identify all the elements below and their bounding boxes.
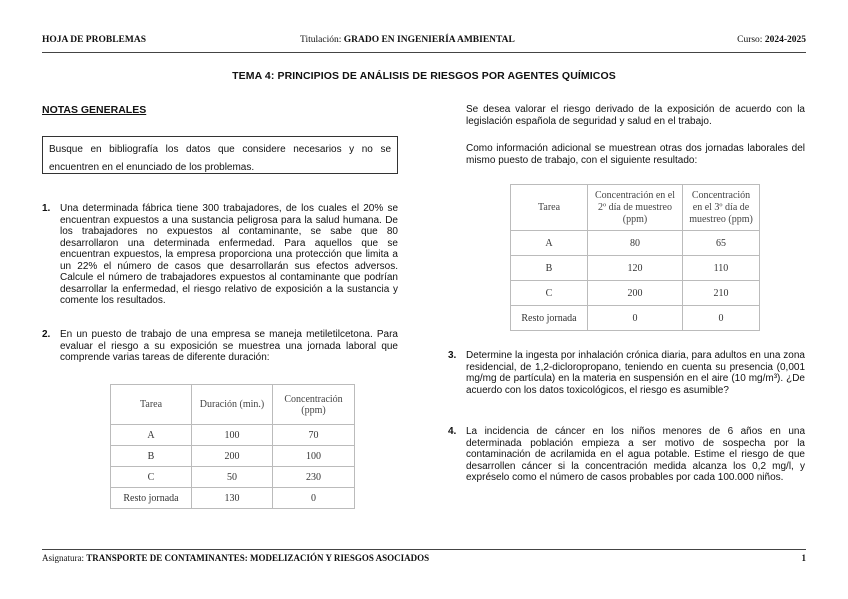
table-cell: 50 (192, 467, 273, 488)
table-header-row (111, 385, 355, 425)
table-cell: 200 (192, 446, 273, 467)
notes-title: NOTAS GENERALES (42, 104, 147, 116)
problem-number: 1. (42, 203, 51, 214)
header-divider (42, 52, 806, 53)
table-task-duration (110, 384, 355, 509)
table-row (111, 425, 355, 446)
table-header-cell: Tarea (511, 185, 588, 231)
problem-number: 3. (448, 350, 457, 361)
additional-info-paragraph: Como información adicional se muestrean otras dos jornadas laborales del mismo puesto de trabajo, con el siguiente resultado: (466, 143, 805, 166)
table-cell: 210 (683, 281, 760, 306)
table-row (511, 306, 760, 331)
table-cell: 100 (273, 446, 355, 467)
table-cell: 130 (192, 488, 273, 509)
table-header-cell: Duración (min.) (192, 385, 273, 425)
problem-3 (448, 350, 805, 396)
problem-text: En un puesto de trabajo de una empresa se maneja metiletilcetona. Para evaluar el riesgo a su exposición se muestrea una jornada laboral que comprende varias tareas de diferente duración: (60, 329, 398, 363)
table-cell: 120 (588, 256, 683, 281)
header-center-value: GRADO EN INGENIERÍA AMBIENTAL (343, 35, 515, 45)
problem-4 (448, 426, 805, 484)
footer-course-name: TRANSPORTE DE CONTAMINANTES: MODELIZACIÓN Y RIESGOS ASOCIADOS (86, 553, 430, 563)
topic-title: TEMA 4: PRINCIPIOS DE ANÁLISIS DE RIESGOS POR AGENTES QUÍMICOS (232, 70, 616, 82)
table-additional-sampling (510, 184, 760, 331)
problem-number: 4. (448, 426, 457, 437)
table-cell: 100 (192, 425, 273, 446)
footer-course (42, 553, 429, 563)
table-cell: B (111, 446, 192, 467)
header-center-label: Titulación: (300, 35, 342, 45)
table-header-cell: Concentración (ppm) (273, 385, 355, 425)
table-header-cell: Concentración en el 2º día de muestreo (ppm) (588, 185, 683, 231)
table-cell: C (511, 281, 588, 306)
table-row (111, 446, 355, 467)
table-cell: A (111, 425, 192, 446)
table-row (111, 488, 355, 509)
table-cell: B (511, 256, 588, 281)
table-row (511, 231, 760, 256)
problem-text: Una determinada fábrica tiene 300 trabajadores, de los cuales el 20% se encuentran expuestos a una sustancia peligrosa para la salud humana. De los trabajadores no expuestos al contaminante, se sabe que 80 desarrollaron una determinada enfermedad. Para aquellos que se encuentran expuestos, la empresa proporciona una protección que limita a un 22% el número de casos que desarrollarán sus efectos adversos. Calcule el número de trabajadores expuestos al contaminante que podrían desarrollar la enfermedad, el riesgo relativo de exposición a la sustancia y comente los resultados. (60, 203, 398, 306)
table-cell: C (111, 467, 192, 488)
notes-box: Busque en bibliografía los datos que considere necesarios y no se encuentren en el enunciado de los problemas. (42, 136, 398, 174)
table-cell: 0 (683, 306, 760, 331)
table-cell: 110 (683, 256, 760, 281)
header-left: HOJA DE PROBLEMAS (42, 35, 146, 45)
problem-text: Determine la ingesta por inhalación crónica diaria, para adultos en una zona residencial, de 1,2-dicloropropano, teniendo en cuenta su presencia (0,001 mg/mg de partícula) en la materia en suspensión en el aire (10 mg/m³). ¿De acuerdo con los datos toxicológicos, el riesgo es asumible? (466, 350, 805, 396)
table-header-row (511, 185, 760, 231)
intro-paragraph: Se desea valorar el riesgo derivado de la exposición de acuerdo con la legislación española de seguridad y salud en el trabajo. (466, 104, 805, 127)
header-right-value: 2024-2025 (764, 35, 806, 45)
table-header-cell: Tarea (111, 385, 192, 425)
table-cell: 80 (588, 231, 683, 256)
table-cell: Resto jornada (511, 306, 588, 331)
problem-1 (42, 203, 398, 307)
table-cell: Resto jornada (111, 488, 192, 509)
problem-text: La incidencia de cáncer en los niños menores de 6 años en una determinada población empieza a ser motivo de sospecha por la contaminación de acrilamida en el agua potable. Estime el riesgo de que desarrollen cáncer si la concentración medida alcanza los 0,2 mg/l, y expréselo como el número de casos probables por cada 100.000 niños. (466, 426, 805, 483)
table-cell: A (511, 231, 588, 256)
header-center (300, 35, 515, 45)
table-cell: 200 (588, 281, 683, 306)
table-cell: 230 (273, 467, 355, 488)
table-cell: 0 (273, 488, 355, 509)
footer-label: Asignatura: (42, 553, 84, 563)
table-row (511, 256, 760, 281)
table-cell: 70 (273, 425, 355, 446)
footer-divider (42, 549, 806, 550)
table-row (111, 467, 355, 488)
table-row (511, 281, 760, 306)
table-header-cell: Concentración en el 3º día de muestreo (ppm) (683, 185, 760, 231)
problem-number: 2. (42, 329, 51, 340)
header-right-label: Curso: (737, 35, 763, 45)
problem-2 (42, 329, 398, 364)
table-cell: 0 (588, 306, 683, 331)
header-right (737, 35, 806, 45)
page-number: 1 (801, 553, 806, 563)
table-cell: 65 (683, 231, 760, 256)
